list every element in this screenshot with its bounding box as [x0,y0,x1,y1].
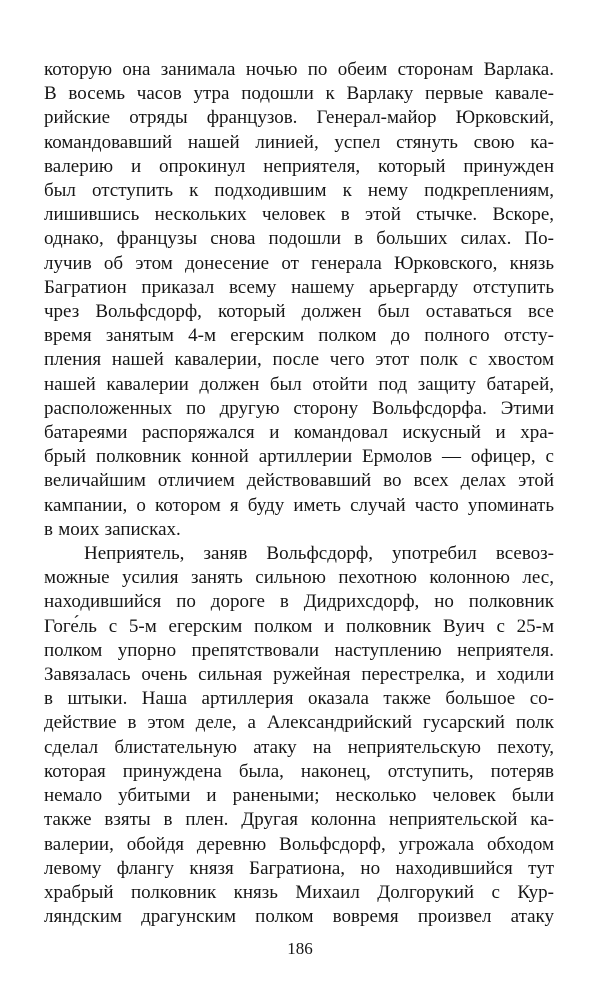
text-line: валерии, обойдя деревню Вольфсдорф, угрожала обходом [44,833,554,855]
text-line: также взяты в плен. Другая колонна неприятельской ка- [44,809,554,831]
text-line: действие в этом деле, а Александрийский гусарский полк [44,712,554,734]
text-line: время занятым 4-м егерским полком до полного отсту- [44,325,554,347]
page-text [44,58,554,929]
text-line: нашей кавалерии должен был отойти под защиту батарей, [44,373,554,395]
text-line: кампании, о котором я буду иметь случай часто упоминать [44,494,554,516]
text-line: чрез Вольфсдорф, который должен был оставаться все [44,301,554,323]
text-line: сделал блистательную атаку на неприятельскую пехоту, [44,736,554,758]
text-line: храбрый полковник князь Михаил Долгорукий с Кур- [44,881,554,903]
paragraph [44,542,554,929]
text-line: рийские отряды французов. Генерал-майор Юрковский, [44,107,554,129]
text-line: Неприятель, заняв Вольфсдорф, употребил всевоз- [84,543,554,565]
text-line: лишившись нескольких человек в этой стычке. Вскоре, [44,204,554,226]
paragraph [44,58,554,542]
text-line: находившийся по дороге в Дидрихсдорф, но полковник [44,591,554,613]
text-line: можные усилия занять сильною пехотною колонною лес, [44,567,554,589]
text-line: которая принуждена была, наконец, отступить, потеряв [44,760,554,782]
text-line: левому флангу князя Багратиона, но находившийся тут [44,857,554,879]
text-line: Гоге́ль с 5-м егерским полком и полковник Вуич с 25-м [44,615,554,637]
text-line: Багратион приказал всему нашему арьергарду отступить [44,276,554,298]
text-line: немало убитыми и ранеными; несколько человек были [44,785,554,807]
page-number: 186 [287,939,313,958]
text-line: командовавший нашей линией, успел стянуть свою ка- [44,131,554,153]
text-line: ляндским драгунским полком вовремя произвел атаку [44,906,554,928]
text-line: расположенных по другую сторону Вольфсдорфа. Этими [44,397,554,419]
text-line: В восемь часов утра подошли к Варлаку первые кавале- [44,83,554,105]
text-line: Завязалась очень сильная ружейная перестрелка, и ходили [44,664,554,686]
text-line: пления нашей кавалерии, после чего этот полк с хвостом [44,349,554,371]
text-line: однако, французы снова подошли в больших силах. По- [44,228,554,250]
text-line: был отступить к подходившим к нему подкреплениям, [44,180,554,202]
text-line: батареями распоряжался и командовал искусный и хра- [44,422,554,444]
text-line: полком упорно препятствовали наступлению неприятеля. [44,639,554,661]
text-line: валерию и опрокинул неприятеля, который принужден [44,155,554,177]
text-line: брый полковник конной артиллерии Ермолов — офицер, с [44,446,554,468]
text-line: величайшим отличием действовавший во всех делах этой [44,470,554,492]
text-line: в штыки. Наша артиллерия оказала также большое со- [44,688,554,710]
text-line: которую она занимала ночью по обеим сторонам Варлака. [44,59,554,80]
text-line: лучив об этом донесение от генерала Юрковского, князь [44,252,554,274]
text-line: в моих записках. [44,518,181,540]
